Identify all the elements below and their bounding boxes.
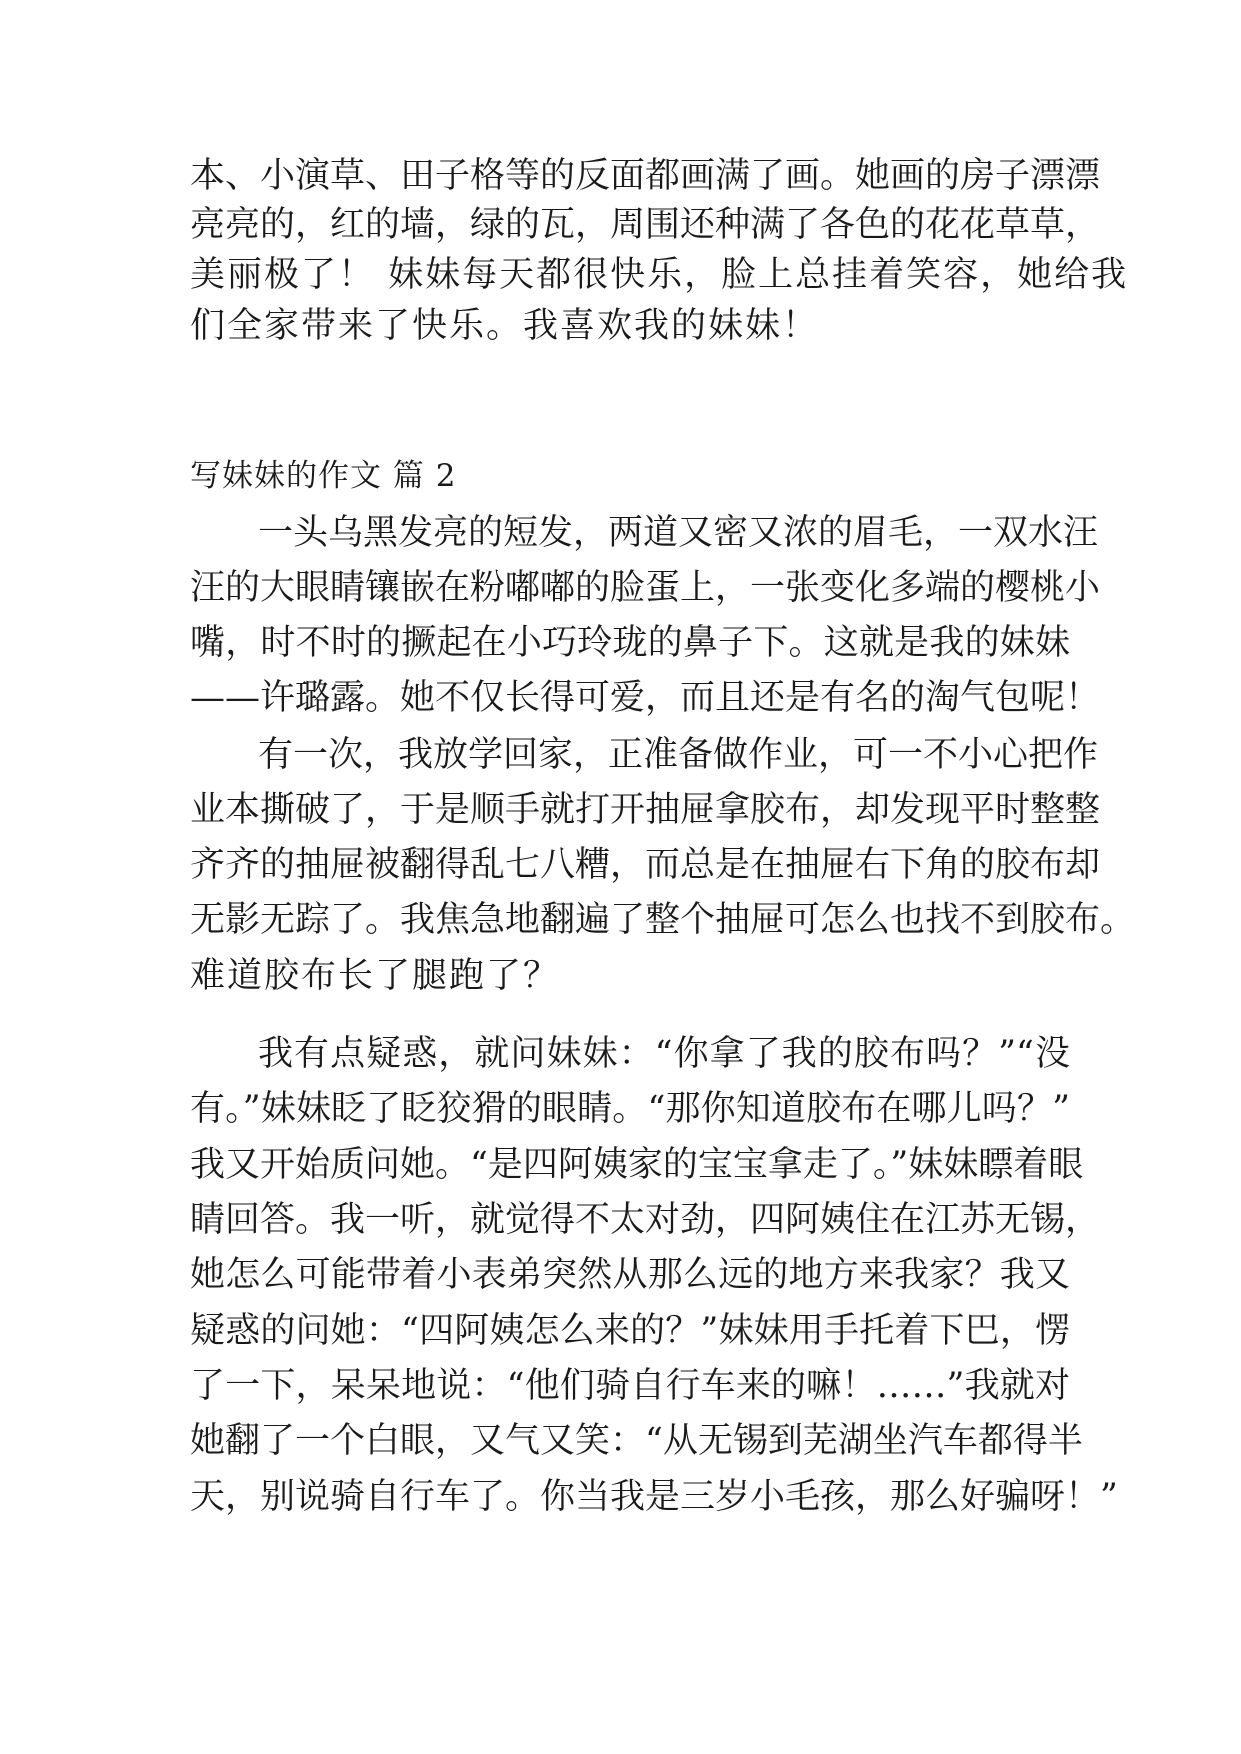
text-line: 睛回答。我一听，就觉得不太对劲，四阿姨住在江苏无锡， — [190, 1200, 1101, 1240]
text-line: 了一下，呆呆地说：“他们骑自行车来的嘛！……”我就对 — [190, 1366, 1070, 1406]
text-line: 亮亮的，红的墙，绿的瓦，周围还种满了各色的花花草草， — [190, 205, 1101, 245]
text-line: 美丽极了！ 妹妹每天都很快乐，脸上总挂着笑容，她给我 — [190, 255, 1129, 295]
section-heading: 写妹妹的作文 篇 2 — [190, 458, 457, 494]
text-line: 本、小演草、田子格等的反面都画满了画。她画的房子漂漂 — [190, 156, 1101, 196]
text-line: 业本撕破了，于是顺手就打开抽屉拿胶布，却发现平时整整 — [190, 790, 1101, 830]
text-line: 难道胶布长了腿跑了？ — [190, 956, 561, 996]
text-line: 齐齐的抽屉被翻得乱七八糟，而总是在抽屉右下角的胶布却 — [190, 845, 1101, 885]
text-line: 她怎么可能带着小表弟突然从那么远的地方来我家？我又 — [190, 1255, 1070, 1295]
text-line: 嘴，时不时的撅起在小巧玲珑的鼻子下。这就是我的妹妹 — [190, 623, 1070, 663]
text-line: 们全家带来了快乐。我喜欢我的妹妹！ — [190, 306, 820, 346]
text-line: 她翻了一个白眼，又气又笑：“从无锡到芜湖坐汽车都得半 — [190, 1421, 1083, 1461]
text-line: 汪的大眼睛镶嵌在粉嘟嘟的脸蛋上，一张变化多端的樱桃小 — [190, 568, 1101, 608]
text-line: 无影无踪了。我焦急地翻遍了整个抽屉可怎么也找不到胶布。 — [190, 900, 1136, 940]
text-line: 天，别说骑自行车了。你当我是三岁小毛孩，那么好骗呀！” — [190, 1477, 1118, 1517]
text-line: 疑惑的问她：“四阿姨怎么来的？”妹妹用手托着下巴，愣 — [190, 1311, 1070, 1351]
text-line: 有。”妹妹眨了眨狡猾的眼睛。“那你知道胶布在哪儿吗？” — [190, 1089, 1070, 1129]
text-line: 我又开始质问她。“是四阿姨家的宝宝拿走了。”妹妹瞟着眼 — [190, 1145, 1084, 1185]
text-line: 有一次，我放学回家，正准备做作业，可一不小心把作 — [258, 735, 1099, 775]
text-line: 我有点疑惑，就问妹妹：“你拿了我的胶布吗？”“没 — [258, 1034, 1070, 1074]
text-line: 一头乌黑发亮的短发，两道又密又浓的眉毛，一双水汪 — [258, 513, 1099, 553]
text-line: ——许璐露。她不仅长得可爱，而且还是有名的淘气包呢！ — [190, 678, 1101, 718]
